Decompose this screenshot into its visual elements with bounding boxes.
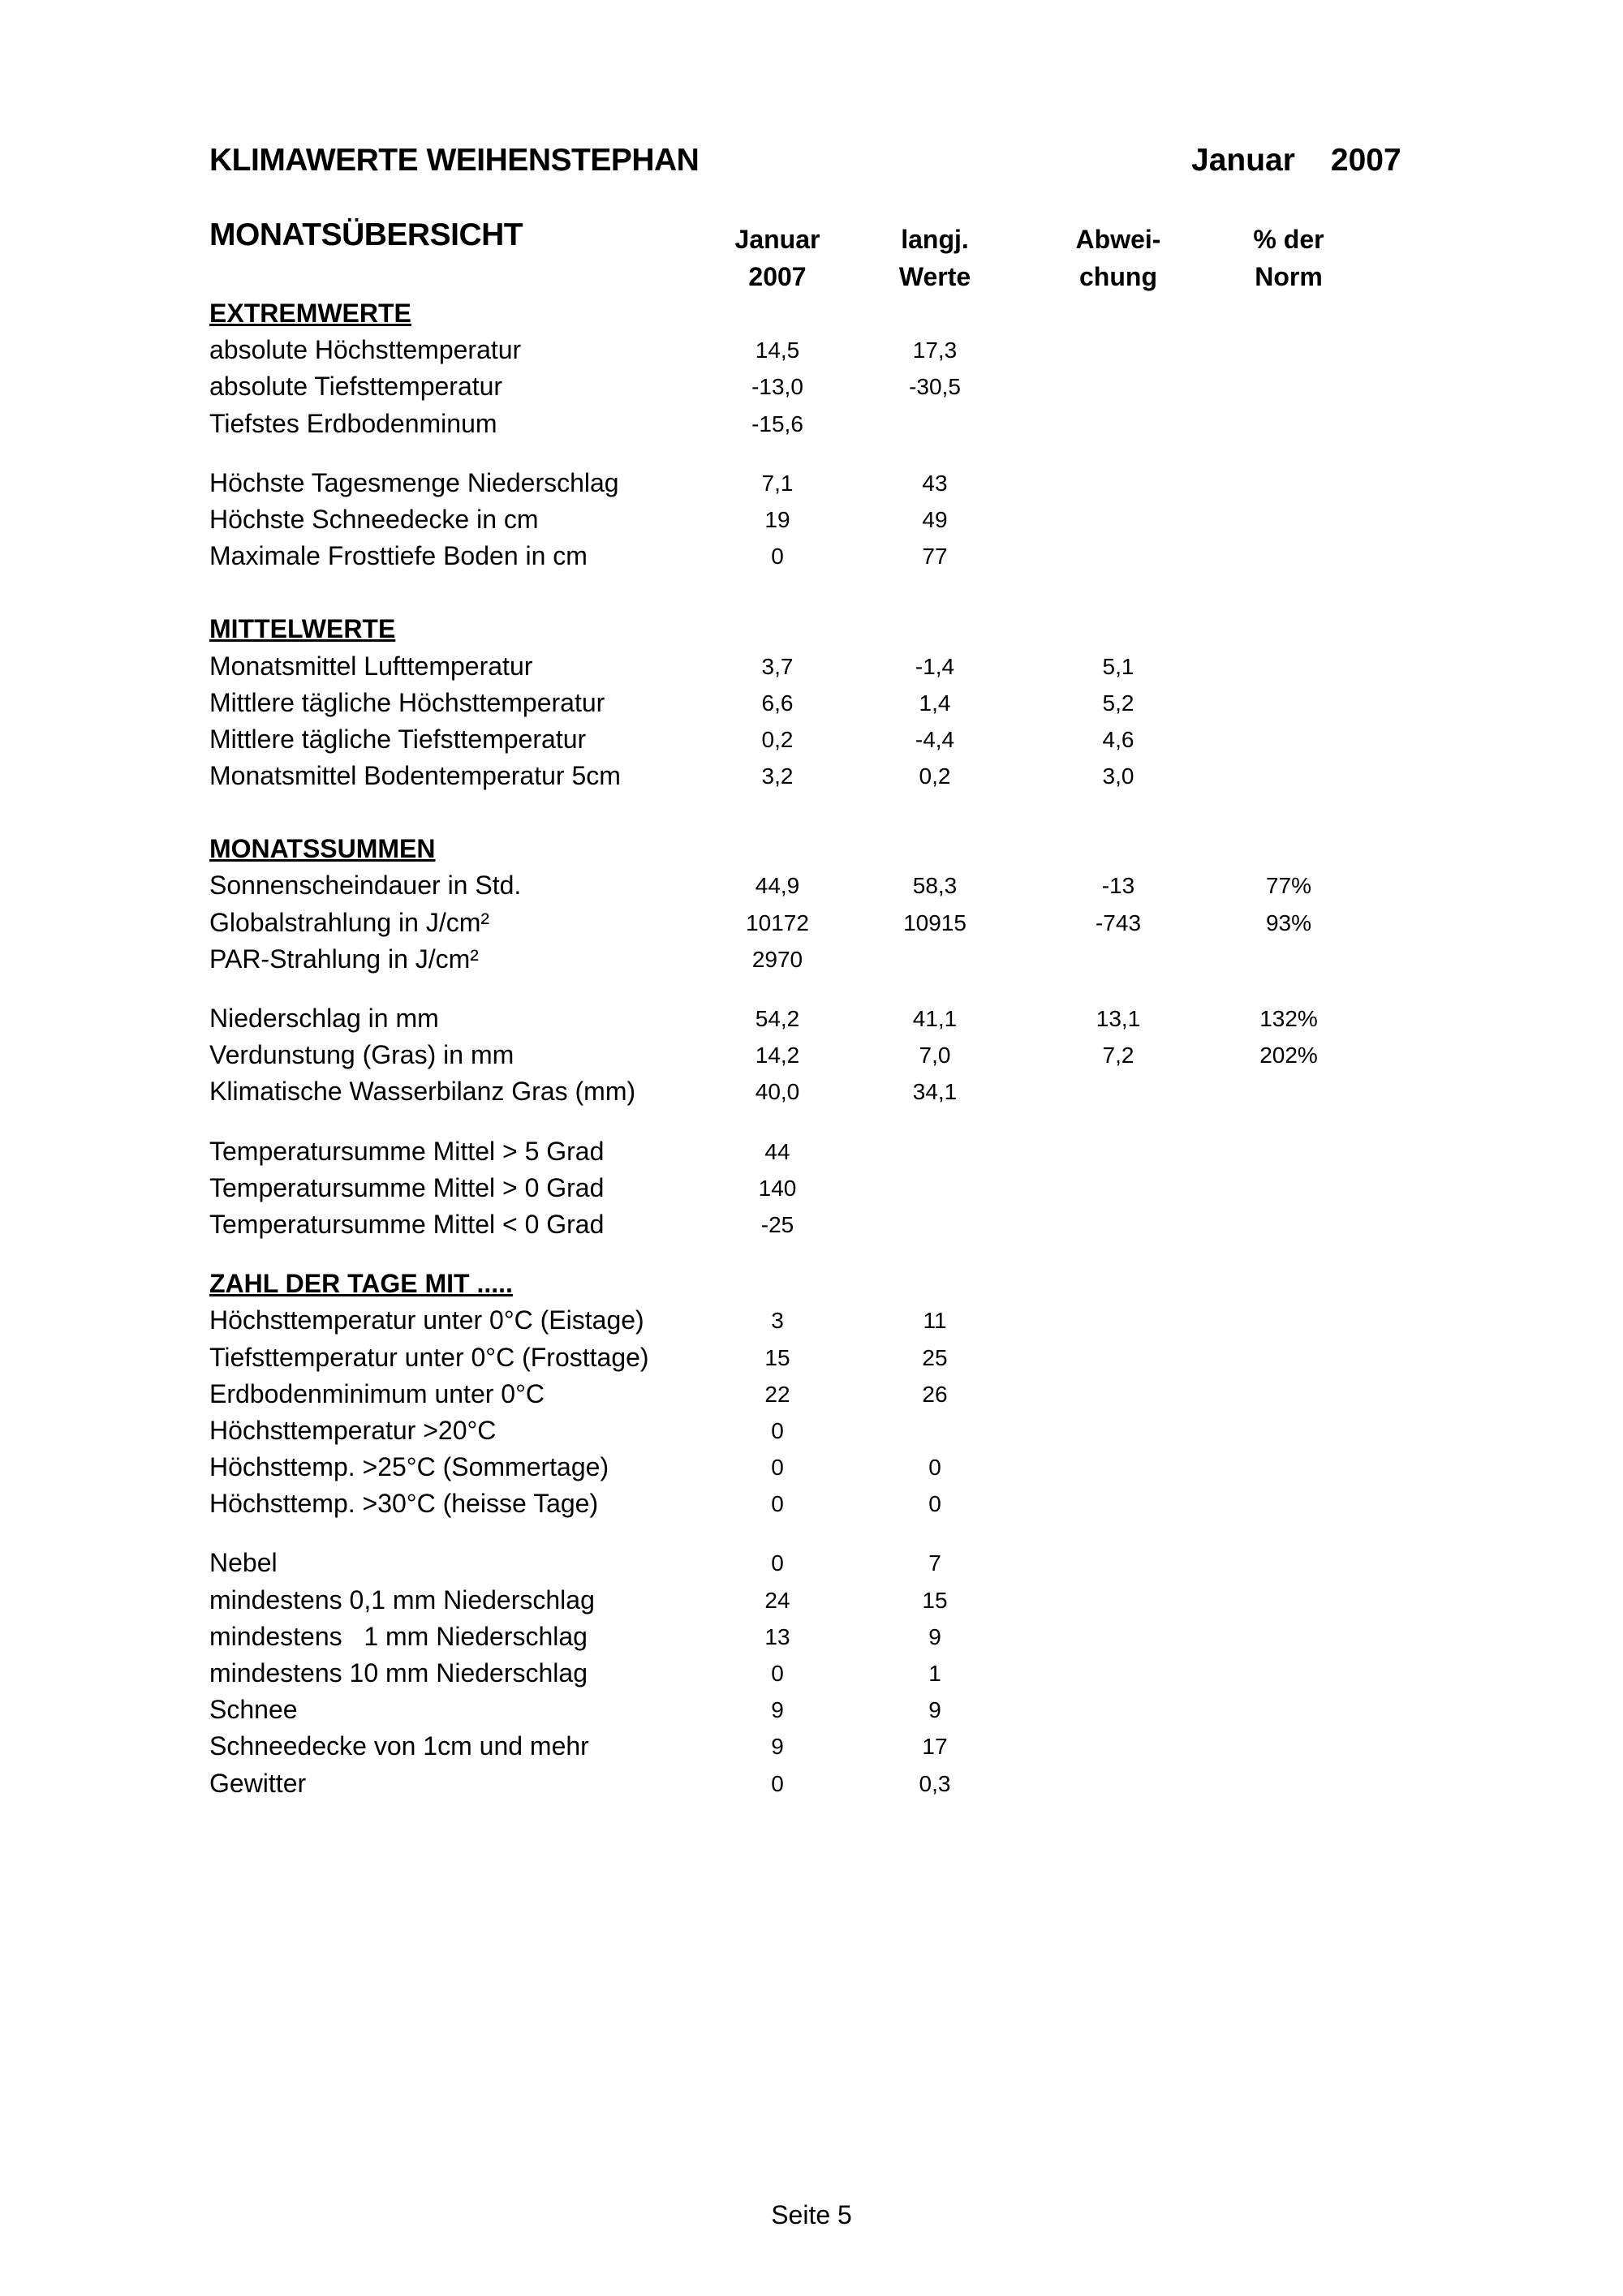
table-row xyxy=(0,685,1623,721)
section-header-row xyxy=(0,1266,1623,1302)
table-row xyxy=(0,1728,1623,1765)
value-januar-2007: 9 xyxy=(771,1697,784,1723)
value-januar-2007: 22 xyxy=(764,1381,790,1407)
row-spacer xyxy=(0,1111,1623,1133)
table-row xyxy=(0,1170,1623,1206)
row-label: mindestens 0,1 mm Niederschlag xyxy=(209,1584,595,1615)
row-label: Temperatursumme Mittel > 5 Grad xyxy=(209,1136,605,1166)
table-row xyxy=(0,941,1623,978)
row-label: Verdunstung (Gras) in mm xyxy=(209,1040,514,1070)
document-title: KLIMAWERTE WEIHENSTEPHAN xyxy=(209,143,700,178)
table-row xyxy=(0,465,1623,501)
table-row xyxy=(0,368,1623,405)
value-langj-werte: 49 xyxy=(922,506,948,532)
row-spacer xyxy=(0,1522,1623,1545)
column-header-januar-2007 xyxy=(688,221,867,295)
row-label: Nebel xyxy=(209,1548,278,1578)
column-header-line: Werte xyxy=(898,262,971,291)
value-langj-werte: -30,5 xyxy=(909,374,961,400)
value-langj-werte: -1,4 xyxy=(915,653,955,679)
table-row xyxy=(0,721,1623,758)
table-row xyxy=(0,332,1623,368)
row-label: PAR-Strahlung in J/cm² xyxy=(209,944,479,974)
row-spacer xyxy=(0,1243,1623,1266)
row-label: mindestens 1 mm Niederschlag xyxy=(209,1621,588,1651)
row-label: Gewitter xyxy=(209,1768,307,1798)
value-langj-werte: 43 xyxy=(922,470,948,496)
table-row xyxy=(0,1133,1623,1170)
table-row xyxy=(0,1302,1623,1339)
value-abweichung: 5,2 xyxy=(1102,690,1134,716)
value-abweichung: 4,6 xyxy=(1102,726,1134,752)
section-header-row xyxy=(0,831,1623,867)
value-januar-2007: 15 xyxy=(764,1344,790,1370)
section-subtitle: MONATSÜBERSICHT xyxy=(209,217,523,252)
value-januar-2007: 7,1 xyxy=(761,470,794,496)
row-label: Klimatische Wasserbilanz Gras (mm) xyxy=(209,1077,636,1107)
value-abweichung: -13 xyxy=(1101,873,1135,899)
column-header-line: langj. xyxy=(901,225,969,254)
row-label: absolute Tiefsttemperatur xyxy=(209,372,503,402)
table-row xyxy=(0,1545,1623,1581)
table-row xyxy=(0,867,1623,904)
value-langj-werte: 7 xyxy=(928,1550,941,1576)
value-langj-werte: 34,1 xyxy=(912,1079,958,1105)
row-label: Höchsttemperatur unter 0°C (Eistage) xyxy=(209,1305,644,1335)
value-prozent-norm: 77% xyxy=(1265,873,1312,899)
value-prozent-norm: 93% xyxy=(1265,909,1312,935)
row-label: Schnee xyxy=(209,1695,298,1725)
value-langj-werte: 1,4 xyxy=(919,690,951,716)
value-januar-2007: 3,2 xyxy=(761,763,794,789)
column-header-line: Norm xyxy=(1255,262,1323,291)
table-row xyxy=(0,1486,1623,1522)
value-januar-2007: 44 xyxy=(764,1138,790,1164)
section-header-row xyxy=(0,295,1623,332)
report-year: 2007 xyxy=(1330,143,1401,178)
row-label: Höchste Tagesmenge Niederschlag xyxy=(209,467,619,497)
row-label: mindestens 10 mm Niederschlag xyxy=(209,1658,588,1688)
table-row xyxy=(0,1692,1623,1728)
table-row xyxy=(0,1655,1623,1692)
value-januar-2007: 0,2 xyxy=(761,726,794,752)
value-januar-2007: 3 xyxy=(771,1308,784,1334)
value-januar-2007: 14,5 xyxy=(755,338,800,363)
report-month: Januar xyxy=(1191,143,1295,178)
value-langj-werte: 17 xyxy=(922,1734,948,1760)
section-header-row xyxy=(0,611,1623,647)
value-januar-2007: 9 xyxy=(771,1734,784,1760)
value-januar-2007: 0 xyxy=(771,1417,784,1443)
value-langj-werte: 26 xyxy=(922,1381,948,1407)
value-langj-werte: 77 xyxy=(922,544,948,570)
value-januar-2007: 13 xyxy=(764,1623,790,1649)
row-label: Niederschlag in mm xyxy=(209,1004,439,1033)
value-abweichung: 3,0 xyxy=(1102,763,1134,789)
value-langj-werte: 9 xyxy=(928,1623,941,1649)
table-row xyxy=(0,538,1623,574)
section-heading-zahl-der-tage: ZAHL DER TAGE MIT ..... xyxy=(209,1269,513,1299)
value-abweichung: 7,2 xyxy=(1102,1043,1134,1068)
row-label: Höchsttemp. >25°C (Sommertage) xyxy=(209,1452,609,1482)
value-januar-2007: 0 xyxy=(771,1661,784,1686)
page-number: Seite 5 xyxy=(771,2200,852,2229)
row-spacer xyxy=(0,978,1623,1000)
row-spacer xyxy=(0,794,1623,831)
value-januar-2007: 40,0 xyxy=(755,1079,800,1105)
table-row xyxy=(0,1206,1623,1243)
row-label: Erdbodenminimum unter 0°C xyxy=(209,1378,545,1408)
table-row xyxy=(0,1765,1623,1802)
value-prozent-norm: 202% xyxy=(1259,1043,1318,1068)
column-header-line: Januar xyxy=(734,225,820,254)
row-label: Mittlere tägliche Höchsttemperatur xyxy=(209,687,605,717)
value-langj-werte: -4,4 xyxy=(915,726,955,752)
climate-table xyxy=(0,295,1623,1802)
row-label: Höchsttemp. >30°C (heisse Tage) xyxy=(209,1489,599,1519)
table-row xyxy=(0,1582,1623,1619)
row-label: Temperatursumme Mittel > 0 Grad xyxy=(209,1172,605,1202)
column-header-prozent-norm xyxy=(1199,221,1378,295)
row-label: absolute Höchsttemperatur xyxy=(209,335,522,365)
value-januar-2007: -15,6 xyxy=(751,411,803,436)
table-row xyxy=(0,1037,1623,1073)
value-januar-2007: 0 xyxy=(771,1770,784,1796)
value-januar-2007: 6,6 xyxy=(761,690,794,716)
table-row xyxy=(0,648,1623,685)
value-januar-2007: 10172 xyxy=(746,909,809,935)
column-header-langj-werte xyxy=(846,221,1024,295)
value-januar-2007: 44,9 xyxy=(755,873,800,899)
value-langj-werte: 1 xyxy=(928,1661,941,1686)
value-langj-werte: 41,1 xyxy=(912,1006,958,1031)
value-langj-werte: 0 xyxy=(928,1455,941,1481)
row-spacer xyxy=(0,574,1623,611)
value-langj-werte: 0,3 xyxy=(919,1770,951,1796)
value-langj-werte: 58,3 xyxy=(912,873,958,899)
table-row xyxy=(0,1376,1623,1412)
value-januar-2007: -13,0 xyxy=(751,374,803,400)
value-januar-2007: 0 xyxy=(771,544,784,570)
table-row xyxy=(0,1339,1623,1376)
table-row xyxy=(0,1412,1623,1449)
table-row xyxy=(0,1000,1623,1037)
value-langj-werte: 0 xyxy=(928,1491,941,1517)
column-header-line: Abwei- xyxy=(1075,225,1161,254)
value-abweichung: 5,1 xyxy=(1102,653,1134,679)
table-row xyxy=(0,406,1623,442)
value-januar-2007: 2970 xyxy=(751,946,803,972)
value-langj-werte: 7,0 xyxy=(919,1043,951,1068)
value-langj-werte: 10915 xyxy=(903,909,966,935)
value-langj-werte: 0,2 xyxy=(919,763,951,789)
value-januar-2007: 3,7 xyxy=(761,653,794,679)
row-label: Maximale Frosttiefe Boden in cm xyxy=(209,541,588,571)
row-label: Höchsttemperatur >20°C xyxy=(209,1415,497,1445)
row-label: Sonnenscheindauer in Std. xyxy=(209,871,522,901)
value-januar-2007: 0 xyxy=(771,1491,784,1517)
value-januar-2007: 19 xyxy=(764,506,790,532)
column-header-line: % der xyxy=(1253,225,1324,254)
column-header-line: 2007 xyxy=(748,262,807,291)
row-label: Höchste Schneedecke in cm xyxy=(209,504,539,534)
row-label: Monatsmittel Bodentemperatur 5cm xyxy=(209,761,621,791)
row-label: Mittlere tägliche Tiefsttemperatur xyxy=(209,724,587,754)
value-langj-werte: 11 xyxy=(923,1308,947,1334)
value-januar-2007: 54,2 xyxy=(755,1006,800,1031)
value-langj-werte: 9 xyxy=(928,1697,941,1723)
value-langj-werte: 25 xyxy=(922,1344,948,1370)
value-januar-2007: 140 xyxy=(758,1175,797,1201)
table-row xyxy=(0,1073,1623,1110)
row-label: Monatsmittel Lufttemperatur xyxy=(209,651,533,681)
table-row xyxy=(0,1619,1623,1655)
table-row xyxy=(0,1449,1623,1486)
value-langj-werte: 15 xyxy=(922,1587,948,1613)
column-header-line: chung xyxy=(1079,262,1157,291)
row-label: Temperatursumme Mittel < 0 Grad xyxy=(209,1209,605,1239)
row-label: Tiefsttemperatur unter 0°C (Frosttage) xyxy=(209,1342,649,1372)
row-label: Tiefstes Erdbodenminum xyxy=(209,408,497,438)
value-langj-werte: 17,3 xyxy=(912,338,958,363)
value-januar-2007: 0 xyxy=(771,1455,784,1481)
column-header-abweichung xyxy=(1029,221,1208,295)
section-heading-extremwerte: EXTREMWERTE xyxy=(209,299,411,328)
value-januar-2007: 0 xyxy=(771,1550,784,1576)
section-heading-monatssummen: MONATSSUMMEN xyxy=(209,834,436,864)
row-spacer xyxy=(0,442,1623,465)
value-januar-2007: 14,2 xyxy=(755,1043,800,1068)
table-row xyxy=(0,758,1623,794)
value-januar-2007: -25 xyxy=(760,1211,794,1237)
value-abweichung: -743 xyxy=(1095,909,1142,935)
row-label: Globalstrahlung in J/cm² xyxy=(209,907,490,937)
report-period xyxy=(1191,143,1401,178)
value-abweichung: 13,1 xyxy=(1096,1006,1141,1031)
value-januar-2007: 24 xyxy=(764,1587,790,1613)
section-heading-mittelwerte: MITTELWERTE xyxy=(209,614,396,644)
row-label: Schneedecke von 1cm und mehr xyxy=(209,1731,589,1761)
table-row xyxy=(0,501,1623,538)
value-prozent-norm: 132% xyxy=(1259,1006,1318,1031)
table-row xyxy=(0,905,1623,941)
